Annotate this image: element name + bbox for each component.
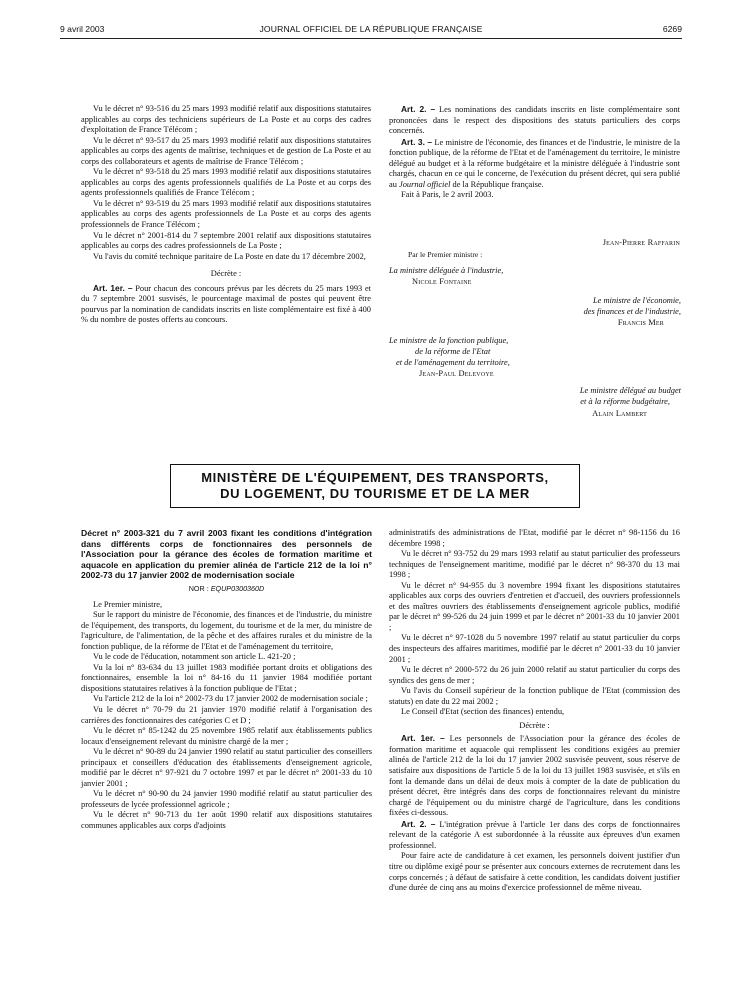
decrete-heading: Décrète : — [519, 720, 550, 730]
visa-paragraph: Vu le décret n° 90-89 du 24 janvier 1990 relatif au statut particulier des conseillers principaux et conseillers d'éducation des établissements d'enseignement agricole, modifié par le décret n° 97-921 du 7 octobre 1997 et par le décret n° 2001-33 du 10 janvier 2001 ; — [81, 747, 372, 788]
article-2-paragraph — [389, 104, 680, 137]
ministry-heading-line2: DU LOGEMENT, DU TOURISME ET DE LA MER — [220, 486, 530, 501]
decrete-heading: Décrète : — [210, 269, 242, 279]
article-text: Le ministre de l'économie, des finances et de l'industrie, le ministre de la fonction publique, de la réforme de l'Etat et de l'aménagement du territoire, le ministre délégué au budget et à la réforme budgétaire et la ministre déléguée à l'industrie sont chargés, chacun en ce qui le concerne, de l'exécution du présent décret, qui sera publié au — [389, 137, 680, 189]
visa-paragraph-continued: administratifs des administrations de l'Etat, modifié par le décret n° 98-1156 du 16 décembre 1998 ; — [389, 528, 680, 548]
visa-paragraph: Vu le décret n° 90-90 du 24 janvier 1990 modifié relatif au statut particulier des professeurs de lycée professionnel agricole ; — [81, 789, 372, 809]
article-text: L'intégration prévue à l'article 1er dans des corps de fonctionnaires relevant de la catégorie A est subordonnée à la réussite aux épreuves d'un examen professionnel. — [389, 819, 680, 850]
column-top-left — [81, 104, 371, 326]
visa-paragraph: Vu le code de l'éducation, notamment son article L. 421-20 ; — [93, 652, 296, 662]
fait-a-paris: Fait à Paris, le 2 avril 2003. — [401, 190, 494, 200]
visa-paragraph: Vu l'article 212 de la loi n° 2002-73 du 17 janvier 2002 de modernisation sociale ; — [93, 694, 368, 704]
signature-role-fonction-publique-line2: de la réforme de l'Etat — [415, 347, 491, 356]
visa-paragraph: Vu le décret n° 70-79 du 21 janvier 1970 modifié relatif à l'organisation des carrières des fonctionnaires des catégories C et D ; — [81, 704, 372, 725]
article-label: Art. 1er. – — [93, 282, 133, 293]
article-text: de la République française. — [450, 179, 544, 189]
article-text: Pour chacun des concours prévus par les décrets du 25 mars 1993 et du 7 septembre 2001 susvisés, le pourcentage maximal de postes qui peuvent être pourvus par la nomination de candidats inscrits en liste complémentaire est fixé à 400 % du nombre de postes offerts au concours. — [81, 283, 371, 325]
article-2-paragraph — [389, 819, 680, 852]
signature-role-fonction-publique: Le ministre de la fonction publique, — [389, 336, 509, 345]
article-1-paragraph — [81, 283, 371, 326]
visa-paragraph: Vu le décret n° 97-1028 du 5 novembre 1997 relatif au statut particulier du corps des inspecteurs des affaires maritimes, modifié par le décret n° 2001-33 du 10 janvier 2001 ; — [389, 633, 680, 664]
visa-paragraph: Vu la loi n° 83-634 du 13 juillet 1983 modifiée portant droits et obligations des fonctionnaires, ensemble la loi n° 84-16 du 11 janvier 1984 modifiée portant dispositions statutaires relatives à la fonction publique de l'Etat ; — [81, 662, 372, 693]
header-date: 9 avril 2003 — [60, 24, 105, 34]
signature-role-economie: Le ministre de l'économie, — [592, 296, 681, 305]
visa-paragraph: Vu le décret n° 90-713 du 1er août 1990 relatif aux dispositions statutaires communes applicables aux corps d'adjoints — [81, 810, 372, 830]
article-text: Les personnels de l'Association pour la gérance des écoles de formation maritime et aquacole qui remplissent les conditions exigées au premier alinéa de l'article 212 de la loi du 17 janvier 2002 susvisée peuvent, sous réserve de satisfaire aux dispositions de l'article 5 de la loi du 13 juillet 1983 susvisée, et s'ils en font la demande dans un délai de deux mois à compter de la date de publication du présent décret, être intégrés dans des corps de fonctionnaires relevant du ministre chargé de l'équipement ou du ministre chargé de l'agriculture, dans les conditions fixées ci-dessous. — [389, 734, 680, 818]
article-text: Les nominations des candidats inscrits en liste complémentaire sont prononcées dans le respect des dispositions des statuts particuliers des corps concernés. — [389, 105, 680, 136]
header-journal-title: JOURNAL OFFICIEL DE LA RÉPUBLIQUE FRANÇAISE — [259, 24, 483, 34]
article-label: Art. 1er. – — [401, 733, 445, 744]
article-3-paragraph — [389, 137, 680, 191]
ministry-heading-line1: MINISTÈRE DE L'ÉQUIPEMENT, DES TRANSPORTS, — [201, 470, 549, 485]
body-paragraph: Pour faire acte de candidature à cet examen, les personnels doivent justifier d'un titre ou diplôme exigé pour se présenter aux concours externes de recrutement dans les corps concernés ; à défaut de satisfaire à cette condition, les candidats doivent justifier d'une durée de cinq ans au moins d'exercice professionnel de même niveau. — [389, 851, 680, 893]
nor-code: EQUP0300360D — [210, 583, 265, 593]
signature-prime-minister: Jean-Pierre Raffarin — [602, 238, 680, 247]
article-label: Art. 2. – — [401, 104, 436, 114]
visa-paragraph: Vu le décret n° 93-752 du 29 mars 1993 relatif au statut particulier des professeurs techniques de l'enseignement maritime, modifié par le décret n° 98-370 du 13 mai 1998 ; — [389, 549, 680, 580]
signature-name-fontaine: Nicole Fontaine — [412, 277, 472, 286]
visa-paragraph: Vu le décret n° 93-516 du 25 mars 1993 modifié relatif aux dispositions statutaires applicables au corps des techniciens supérieurs de La Poste et au corps des cadres d'exploitation de France Télécom ; — [81, 104, 371, 135]
signature-role-budget: Le ministre délégué au budget — [579, 386, 681, 395]
article-1-paragraph — [389, 733, 680, 818]
signature-name-mer: Francis Mer — [617, 318, 664, 327]
visa-paragraph: Vu le décret n° 93-517 du 25 mars 1993 modifié relatif aux dispositions statutaires applicables au corps des agents de maîtrise, techniques et de gestion de La Poste et au corps des collaborateurs et agents de maîtrise de France Télécom ; — [81, 135, 371, 166]
visa-paragraph: Vu le décret n° 93-519 du 25 mars 1993 modifié relatif aux dispositions statutaires applicables au corps des agents professionnels de La Poste et au corps des agents professionnels de France Télécom ; — [81, 198, 371, 230]
column-top-right — [389, 104, 680, 201]
visa-paragraph: Vu le décret n° 2001-814 du 7 septembre 2001 relatif aux dispositions statutaires applicables au corps des cadres professionnels de La Poste ; — [81, 230, 371, 251]
article-label: Art. 3. – — [401, 136, 433, 147]
signature-role-budget-line2: et à la réforme budgétaire, — [580, 397, 670, 406]
visa-paragraph: Vu le décret n° 93-518 du 25 mars 1993 modifié relatif aux dispositions statutaires applicables au corps des agents professionnels qualifiés de La Poste et au corps des agents professionnels qualifiés de France Télécom ; — [81, 167, 371, 198]
ministry-heading-box — [170, 464, 580, 508]
signature-role-industrie: La ministre déléguée à l'industrie, — [389, 266, 504, 275]
premier-ministre-line: Le Premier ministre, — [93, 599, 163, 609]
visa-paragraph: Vu l'avis du comité technique paritaire de La Poste en date du 17 décembre 2002, — [93, 251, 366, 261]
journal-officiel-ref: Journal officiel — [399, 179, 451, 189]
signature-role-fonction-publique-line3: et de l'aménagement du territoire, — [396, 358, 510, 367]
column-bottom-left — [81, 528, 372, 832]
signature-name-delevoye: Jean-Paul Delevoye — [419, 369, 494, 378]
page-header — [60, 24, 682, 39]
signature-name-lambert: Alain Lambert — [592, 409, 647, 418]
nor-reference — [81, 584, 372, 595]
signature-role-economie-line2: des finances et de l'industrie, — [583, 307, 681, 316]
visa-paragraph: Vu le décret n° 94-955 du 3 novembre 1994 fixant les dispositions statutaires applicables aux corps des ouvriers d'entretien et d'accueil, des ouvriers professionnels et des maîtres ouvriers des établissements d'enseignement agricole publics, modifié par le décret n° 99-526 du 24 juin 1999 et par le décret n° 2001-33 du 10 janvier 2001 ; — [389, 580, 680, 632]
visa-paragraph: Vu le décret n° 2000-572 du 26 juin 2000 relatif au statut particulier du corps des syndics des gens de mer ; — [389, 665, 680, 685]
signature-par-le-premier-ministre: Par le Premier ministre : — [408, 250, 483, 259]
nor-label: NOR : — [188, 583, 211, 593]
header-page-number: 6269 — [662, 24, 682, 34]
visa-paragraph: Vu le décret n° 85-1242 du 25 novembre 1985 relatif aux établissements publics locaux d'enseignement relevant du ministre chargé de la mer ; — [81, 726, 372, 746]
visa-paragraph: Vu l'avis du Conseil supérieur de la fonction publique de l'Etat (commission des statuts) en date du 22 mai 2002 ; — [389, 686, 680, 706]
visa-paragraph: Le Conseil d'Etat (section des finances) entendu, — [401, 707, 565, 717]
visa-paragraph: Sur le rapport du ministre de l'économie, des finances et de l'industrie, du ministre de l'équipement, des transports, du logement, du tourisme et de la mer, du ministre de l'agriculture, de l'alimentation, de la pêche et des affaires rurales et du ministre de la fonction publique, de la réforme de l'Etat et de l'aménagement du territoire, — [81, 610, 372, 651]
article-label: Art. 2. – — [401, 818, 436, 829]
decree-title: Décret n° 2003-321 du 7 avril 2003 fixant les conditions d'intégration dans différents corps de fonctionnaires des personnels de l'Association pour la gérance des écoles de formation maritime et aquacole en application du premier alinéa de l'article 212 de la loi n° 2002-73 du 17 janvier 2002 de modernisation sociale — [81, 528, 372, 581]
column-bottom-right — [389, 528, 680, 894]
